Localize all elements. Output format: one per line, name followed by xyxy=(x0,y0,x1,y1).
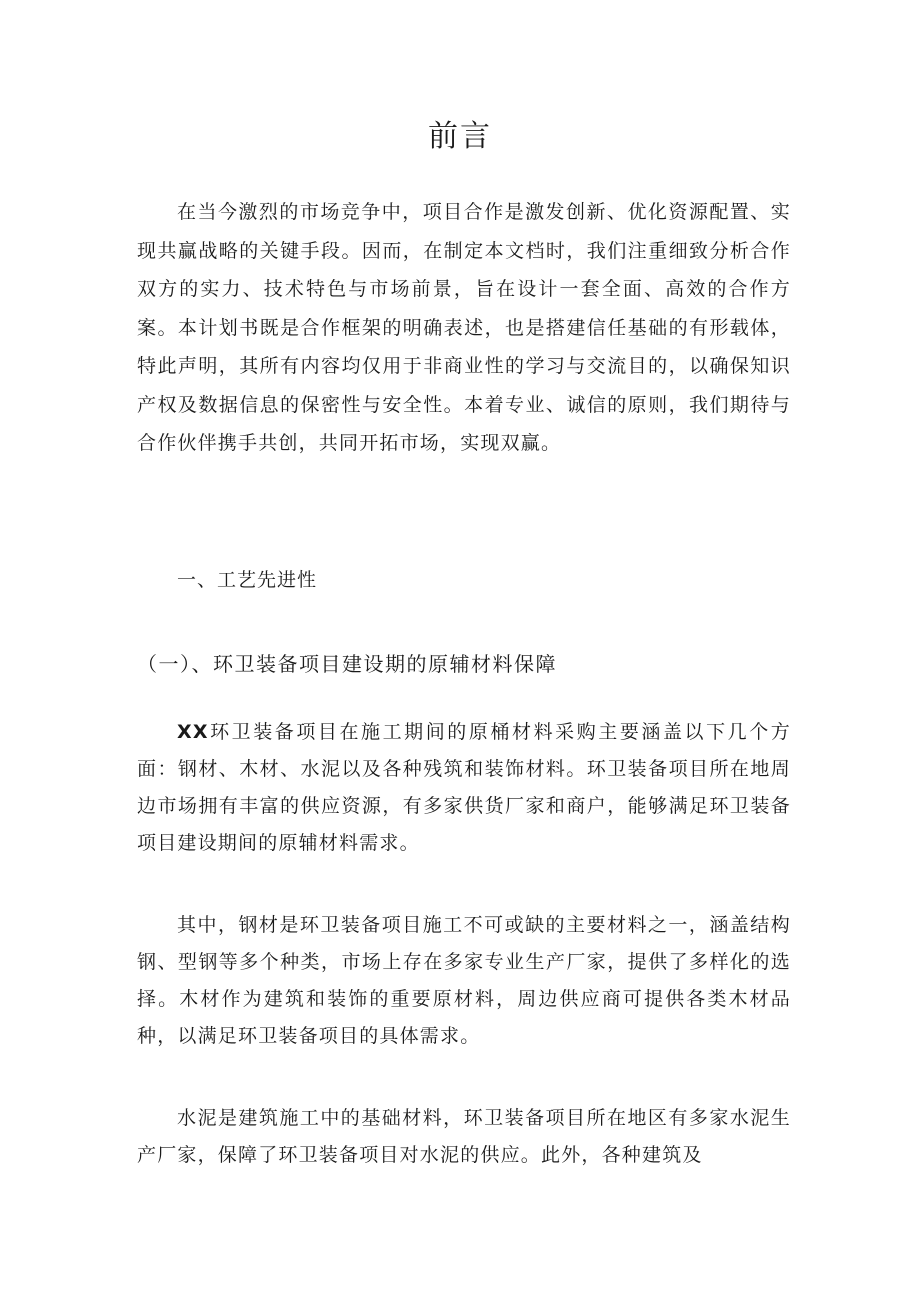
body-paragraph-2: 其中，钢材是环卫装备项目施工不可或缺的主要材料之一，涵盖结构钢、型钢等多个种类，市场上存在多家专业生产厂家，提供了多样化的选择。木材作为建筑和装饰的重要原材料，周边供应商可提供各类木材品种，以满足环卫装备项目的具体需求。 xyxy=(137,914,791,1047)
subsection-heading: （一）、环卫装备项目建设期的原辅材料保障 xyxy=(137,652,557,676)
body-paragraph-3: 水泥是建筑施工中的基础材料，环卫装备项目所在地区有多家水泥生产厂家，保障了环卫装备项目对水泥的供应。此外，各种建筑及 xyxy=(137,1107,791,1166)
page-title: 前言 xyxy=(428,119,492,154)
body-paragraph-1 xyxy=(137,714,791,862)
section-heading: 一、工艺先进性 xyxy=(177,569,318,591)
intro-paragraph: 在当今激烈的市场竞争中，项目合作是激发创新、优化资源配置、实现共赢战略的关键手段。因而，在制定本文档时，我们注重细致分析合作双方的实力、技术特色与市场前景，旨在设计一套全面、高效的合作方案。本计划书既是合作框架的明确表述，也是搭建信任基础的有形载体，特此声明，其所有内容均仅用于非商业性的学习与交流目的，以确保知识产权及数据信息的保密性与安全性。本着专业、诚信的原则，我们期待与合作伙伴携手共创，共同开拓市场，实现双赢。 xyxy=(137,201,791,454)
paragraph-1-text: 环卫装备项目在施工期间的原桶材料采购主要涵盖以下几个方面：钢材、木材、水泥以及各种残筑和装饰材料。环卫装备项目所在地周边市场拥有丰富的供应资源，有多家供货厂家和商户，能够满足环卫装备项目建设期间的原辅材料需求。 xyxy=(137,721,791,854)
paragraph-prefix: XX xyxy=(177,721,209,743)
